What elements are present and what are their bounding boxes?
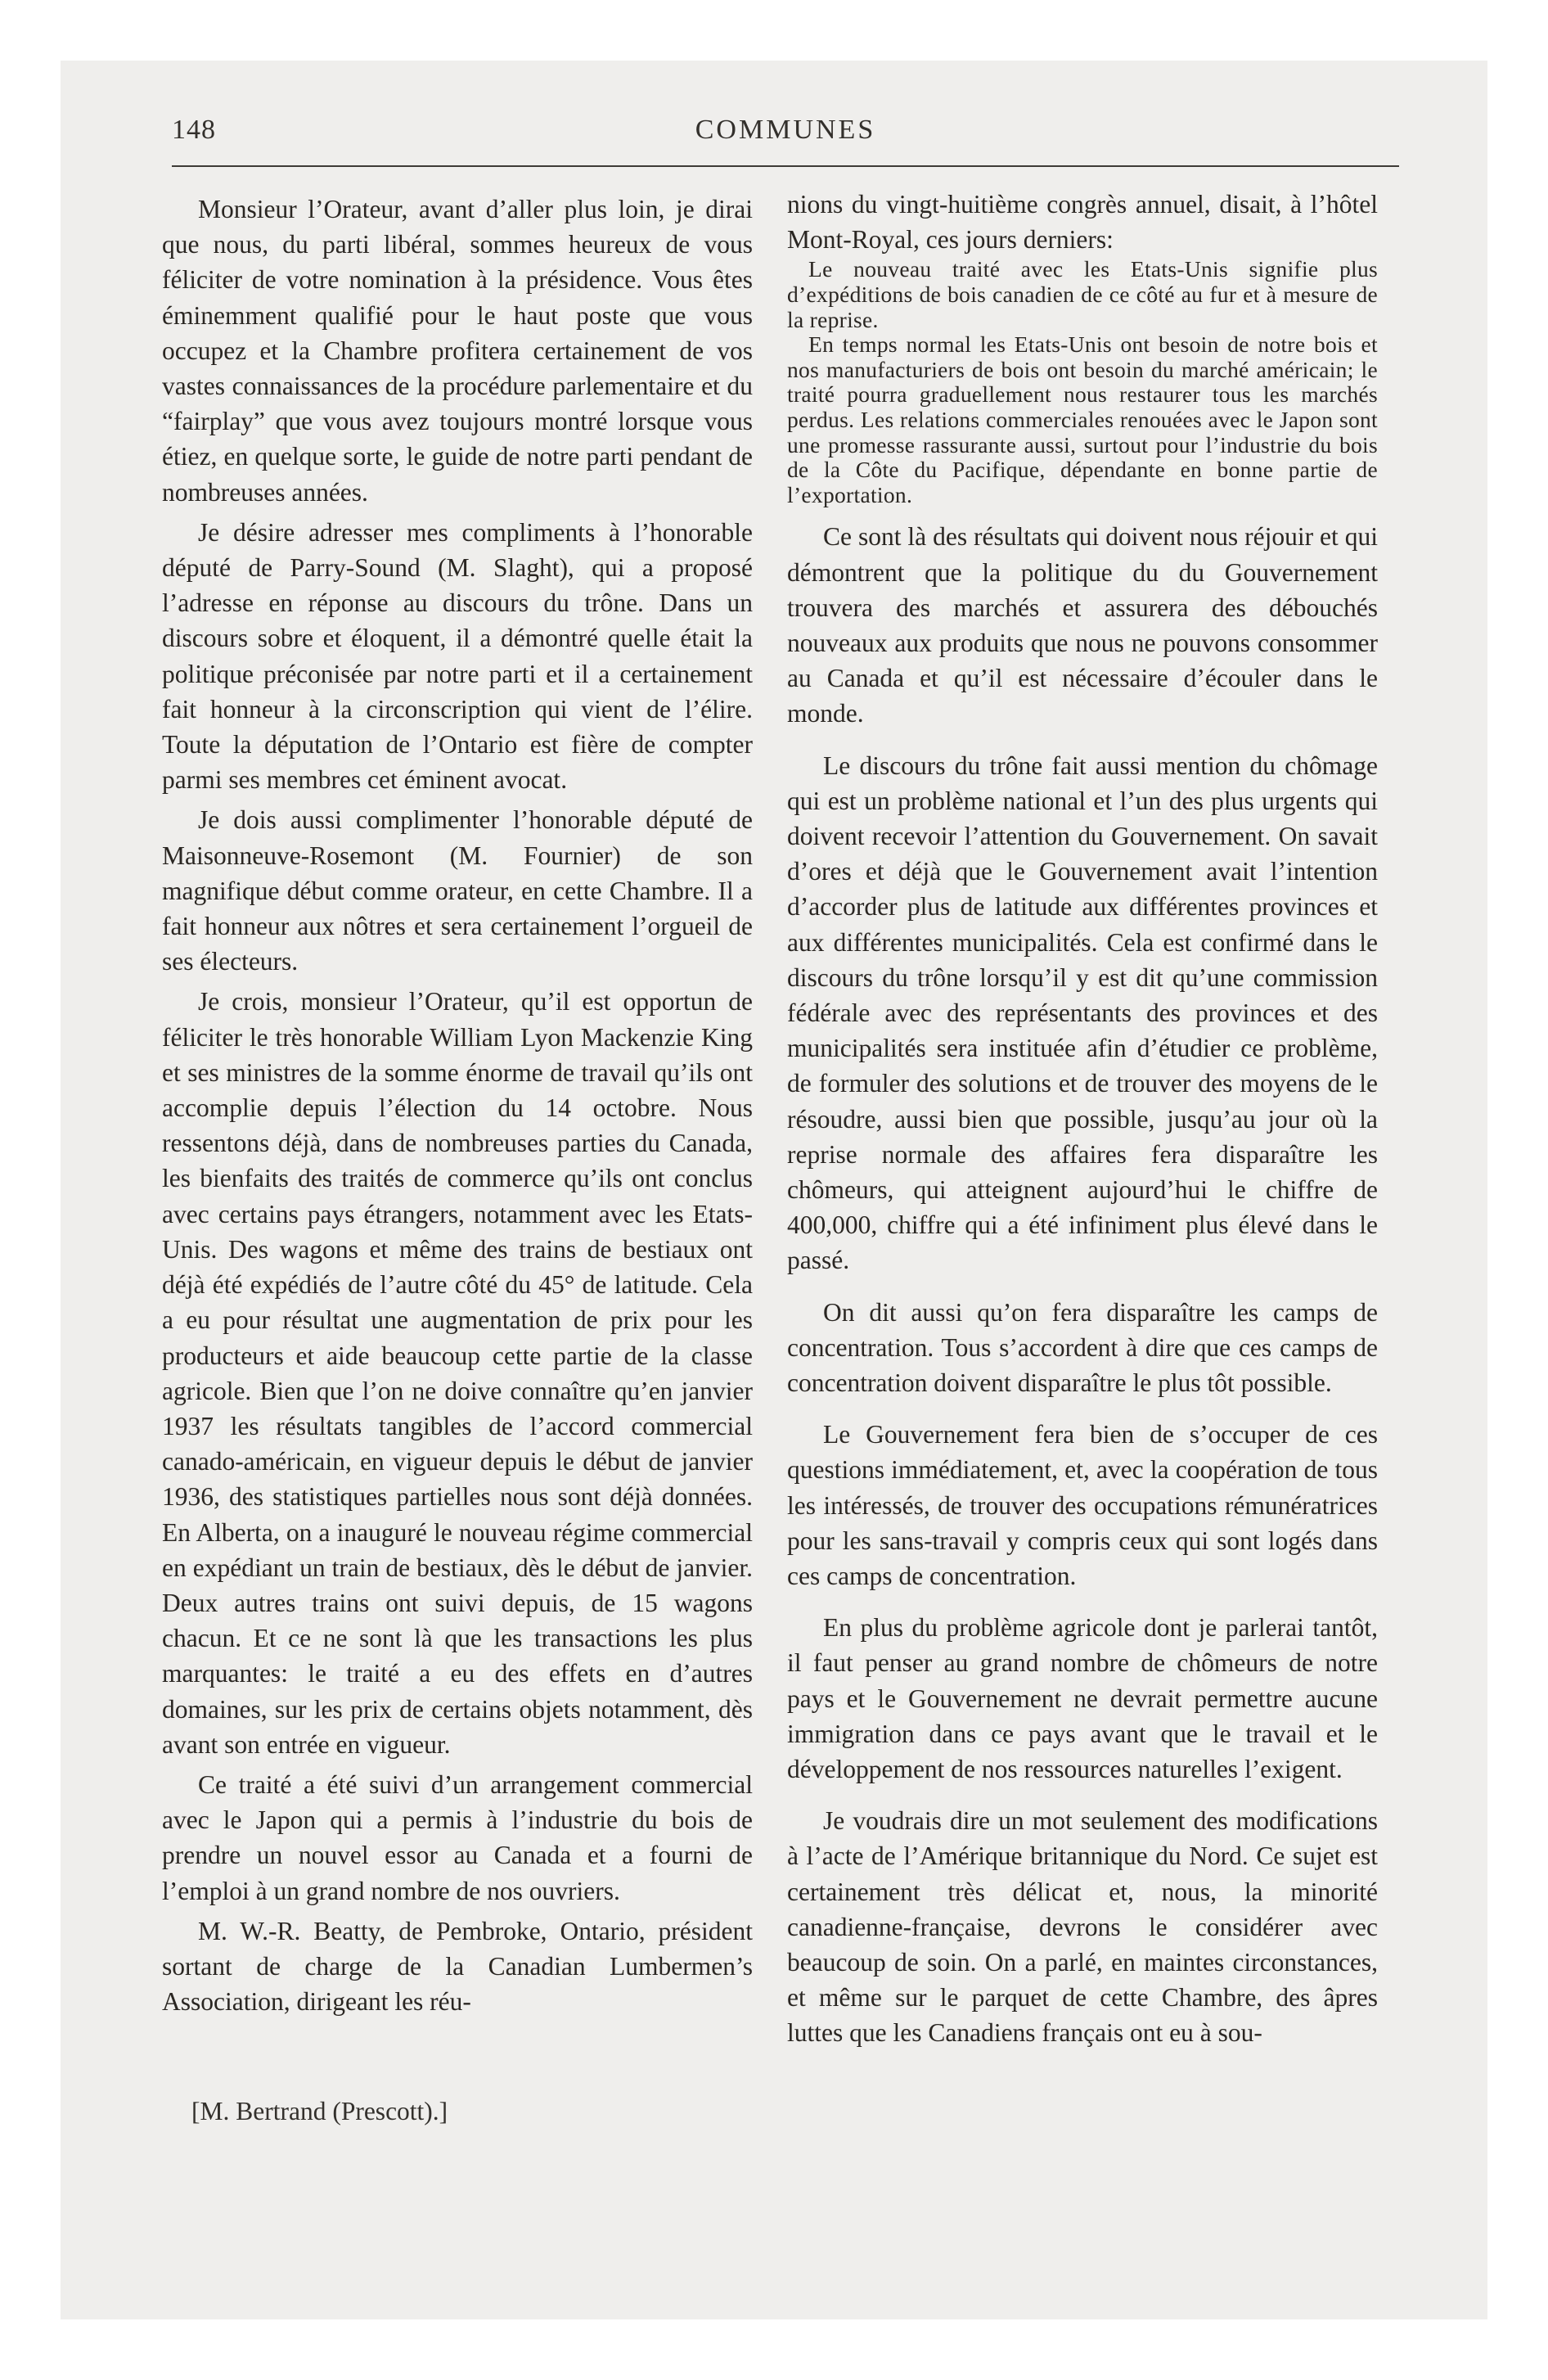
paragraph: M. W.-R. Beatty, de Pembroke, Ontario, président sortant de charge de la Canadian Lumbermen’s Association, dirigeant les réu-	[162, 1916, 753, 2017]
quote-paragraph: Le nouveau traité avec les Etats-Unis signifie plus d’expéditions de bois canadien de ce côté au fur et à mesure de la reprise.	[787, 256, 1378, 332]
block-quote	[787, 257, 1378, 507]
paragraph: On dit aussi qu’on fera disparaître les camps de concentration. Tous s’accordent à dire que ces camps de concentration doivent disparaître le plus tôt possible.	[787, 1297, 1378, 1398]
left-column	[162, 192, 753, 2019]
running-title: COMMUNES	[695, 115, 876, 145]
scanned-page	[61, 61, 1487, 2319]
paragraph: Je désire adresser mes compliments à l’honorable député de Parry-Sound (M. Slaght), qui a proposé l’adresse en réponse au discours du trône. Dans un discours sobre et éloquent, il a démontré quelle était la politique préconisée par notre parti et il a certainement fait honneur à la circonscription qui vient de l’élire. Toute la députation de l’Ontario est fière de compter parmi ses membres cet éminent avocat.	[162, 517, 753, 795]
paragraph: Le discours du trône fait aussi mention du chômage qui est un problème national et l’un des plus urgents qui doivent recevoir l’attention du Gouvernement. On savait d’ores et déjà que le Gouvernement avait l’intention d’accorder plus de latitude aux différentes provinces et aux différentes municipalités. Cela est confirmé dans le discours du trône lorsqu’il y est dit qu’une commission fédérale avec des représentants des provinces et des municipalités sera instituée afin d’étudier ce problème, de formuler des solutions et de trouver des moyens de le résoudre, aussi bien que possible, jusqu’au jour où la reprise normale des affaires fera disparaître les chômeurs, qui atteignent aujourd’hui le chiffre de 400,000, chiffre qui a été infiniment plus élevé dans le passé.	[787, 751, 1378, 1275]
paragraph: Je dois aussi complimenter l’honorable député de Maisonneuve-Rosemont (M. Fournier) de son magnifique début comme orateur, en cette Chambre. Il a fait honneur aux nôtres et sera certainement l’orgueil de ses électeurs.	[162, 805, 753, 976]
paragraph: Le Gouvernement fera bien de s’occuper de ces questions immédiatement, et, avec la coopération de tous les intéressés, de trouver des occupations rémunératrices pour les sans-travail y compris ceux qui sont logés dans ces camps de concentration.	[787, 1420, 1378, 1591]
header-rule	[172, 165, 1399, 167]
quote-paragraph: En temps normal les Etats-Unis ont besoin de notre bois et nos manufacturiers de bois ont besoin du marché américain; le traité pourra graduellement nous restaurer tous les marchés perdus. Les relations commerciales renouées avec le Japon sont une promesse rassurante aussi, surtout pour l’industrie du bois de la Côte du Pacifique, dépendante en bonne partie de l’exportation.	[787, 331, 1378, 507]
paragraph: En plus du problème agricole dont je parlerai tantôt, il faut penser au grand nombre de chômeurs de notre pays et le Gouvernement ne devrait permettre aucune immigration dans ce pays avant que le travail et le développement de nos ressources naturelles l’exigent.	[787, 1613, 1378, 1784]
page-content	[61, 61, 1487, 2319]
right-column	[787, 187, 1378, 2051]
page-number: 148	[172, 115, 216, 145]
paragraph: Je voudrais dire un mot seulement des modifications à l’acte de l’Amérique britannique du Nord. Ce sujet est certainement très délicat et, nous, la minorité canadienne-française, devrons le considérer avec beaucoup de soin. On a parlé, en maintes circonstances, et même sur le parquet de cette Chambre, des âpres luttes que les Canadiens français ont eu à sou-	[787, 1806, 1378, 2048]
paragraph: Je crois, monsieur l’Orateur, qu’il est opportun de féliciter le très honorable William Lyon Mackenzie King et ses ministres de la somme énorme de travail qu’ils ont accomplie depuis l’élection du 14 octobre. Nous ressentons déjà, dans de nombreuses parties du Canada, les bienfaits des traités de commerce qu’ils ont conclus avec certains pays étrangers, notamment avec les Etats-Unis. Des wagons et même des trains de bestiaux ont déjà été expédiés de l’autre côté du 45° de latitude. Cela a eu pour résultat une augmentation de prix pour les producteurs et aide beaucoup cette partie de la classe agricole. Bien que l’on ne doive connaître qu’en janvier 1937 les résultats tangibles de l’accord commercial canado-américain, en vigueur depuis le début de janvier 1936, des statistiques partielles nous sont déjà données. En Alberta, on a inauguré le nouveau régime commercial en expédiant un train de bestiaux, dès le début de janvier. Deux autres trains ont suivi depuis, de 15 wagons chacun. Et ce ne sont là que les transactions les plus marquantes: le traité a eu des effets en d’autres domaines, sur les prix de certains objets notamment, dès avant son entrée en vigueur.	[162, 987, 753, 1759]
continued-paragraph: nions du vingt-huitième congrès annuel, disait, à l’hôtel Mont-Royal, ces jours derniers:	[787, 190, 1378, 255]
paragraph: Ce traité a été suivi d’un arrangement commercial avec le Japon qui a permis à l’industrie du bois de prendre un nouvel essor au Canada et a fourni de l’emploi à un grand nombre de nos ouvriers.	[162, 1769, 753, 1905]
paragraph: Monsieur l’Orateur, avant d’aller plus loin, je dirai que nous, du parti libéral, sommes heureux de vous féliciter de votre nomination à la présidence. Vous êtes éminemment qualifié pour le haut poste que vous occupez et la Chambre profitera certainement de vos vastes connaissances de la procédure parlementaire et du “fairplay” que vous avez toujours montré lorsque vous étiez, en quelque sorte, le guide de notre parti pendant de nombreuses années.	[162, 195, 753, 507]
paragraph: Ce sont là des résultats qui doivent nous réjouir et qui démontrent que la politique du du Gouvernement trouvera des marchés et assurera des débouchés nouveaux aux produits que nous ne pouvons consommer au Canada et qu’il est nécessaire d’écouler dans le monde.	[787, 522, 1378, 728]
page-header	[172, 115, 1399, 164]
speaker-signature: [M. Bertrand (Prescott).]	[191, 2097, 448, 2125]
